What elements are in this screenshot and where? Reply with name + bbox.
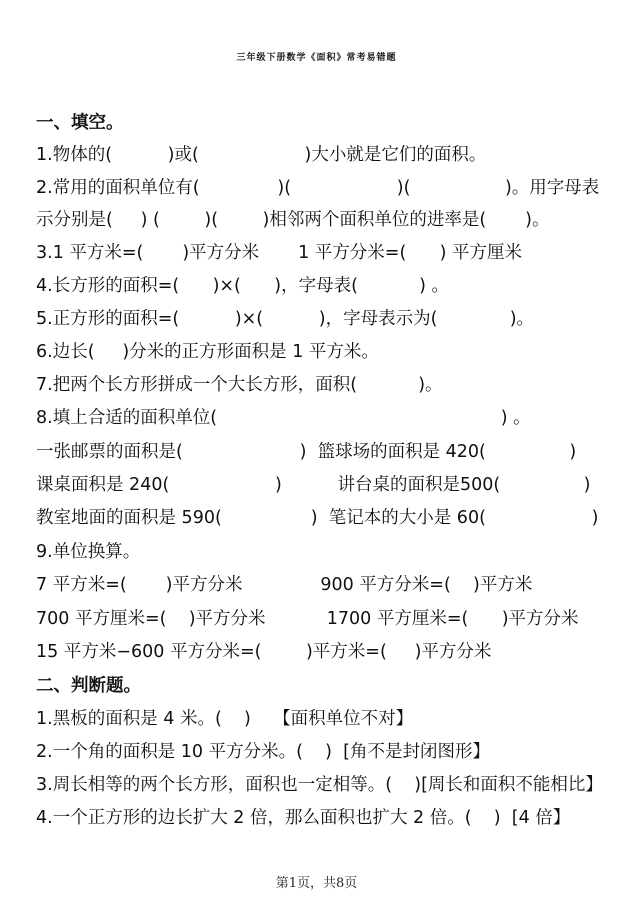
question-line: 9.单位换算。 — [36, 542, 141, 562]
question-line: 1.物体的( )或( )大小就是它们的面积。 — [36, 145, 487, 165]
judgement-line: 4.一个正方形的边长扩大 2 倍，那么面积也扩大 2 倍。( ) [4 倍】 — [36, 808, 571, 828]
page-number-footer: 第1页，共8页 — [275, 876, 358, 891]
section-heading-fill-blank: 一、填空。 — [36, 113, 124, 133]
section-heading-judgement: 二、判断题。 — [36, 676, 141, 696]
judgement-line: 3.周长相等的两个长方形，面积也一定相等。( )[周长和面积不能相比】 — [36, 775, 603, 795]
question-line: 8.填上合适的面积单位( ) 。 — [36, 408, 531, 428]
question-line: 示分别是( ) ( )( )相邻两个面积单位的进率是( )。 — [36, 210, 550, 230]
question-line: 6.边长( )分米的正方形面积是 1 平方米。 — [36, 342, 379, 362]
question-line: 教室地面的面积是 590( ) 笔记本的大小是 60( ) — [36, 508, 599, 528]
question-line: 15 平方米−600 平方分米=( )平方米=( )平方分米 — [36, 642, 492, 662]
question-line: 4.长方形的面积=( )×( )，字母表( ) 。 — [36, 276, 449, 296]
question-line: 7.把两个长方形拼成一个大长方形，面积( )。 — [36, 375, 443, 395]
question-line: 2.常用的面积单位有( )( )( )。用字母表 — [36, 178, 600, 198]
judgement-line: 2.一个角的面积是 10 平方分米。( ) [角不是封闭图形】 — [36, 742, 490, 762]
page-title: 三年级下册数学《面积》常考易错题 — [236, 53, 397, 63]
question-line: 一张邮票的面积是( ) 篮球场的面积是 420( ) — [36, 442, 577, 462]
question-line: 课桌面积是 240( ) 讲台桌的面积是500( ) — [36, 475, 591, 495]
question-line: 7 平方米=( )平方分米 900 平方分米=( )平方米 — [36, 575, 533, 595]
question-line: 3.1 平方米=( )平方分米 1 平方分米=( ) 平方厘米 — [36, 243, 523, 263]
question-line: 5.正方形的面积=( )×( )，字母表示为( )。 — [36, 309, 535, 329]
question-line: 700 平方厘米=( )平方分米 1700 平方厘米=( )平方分米 — [36, 609, 579, 629]
judgement-line: 1.黑板的面积是 4 米。( ) 【面积单位不对】 — [36, 709, 414, 729]
